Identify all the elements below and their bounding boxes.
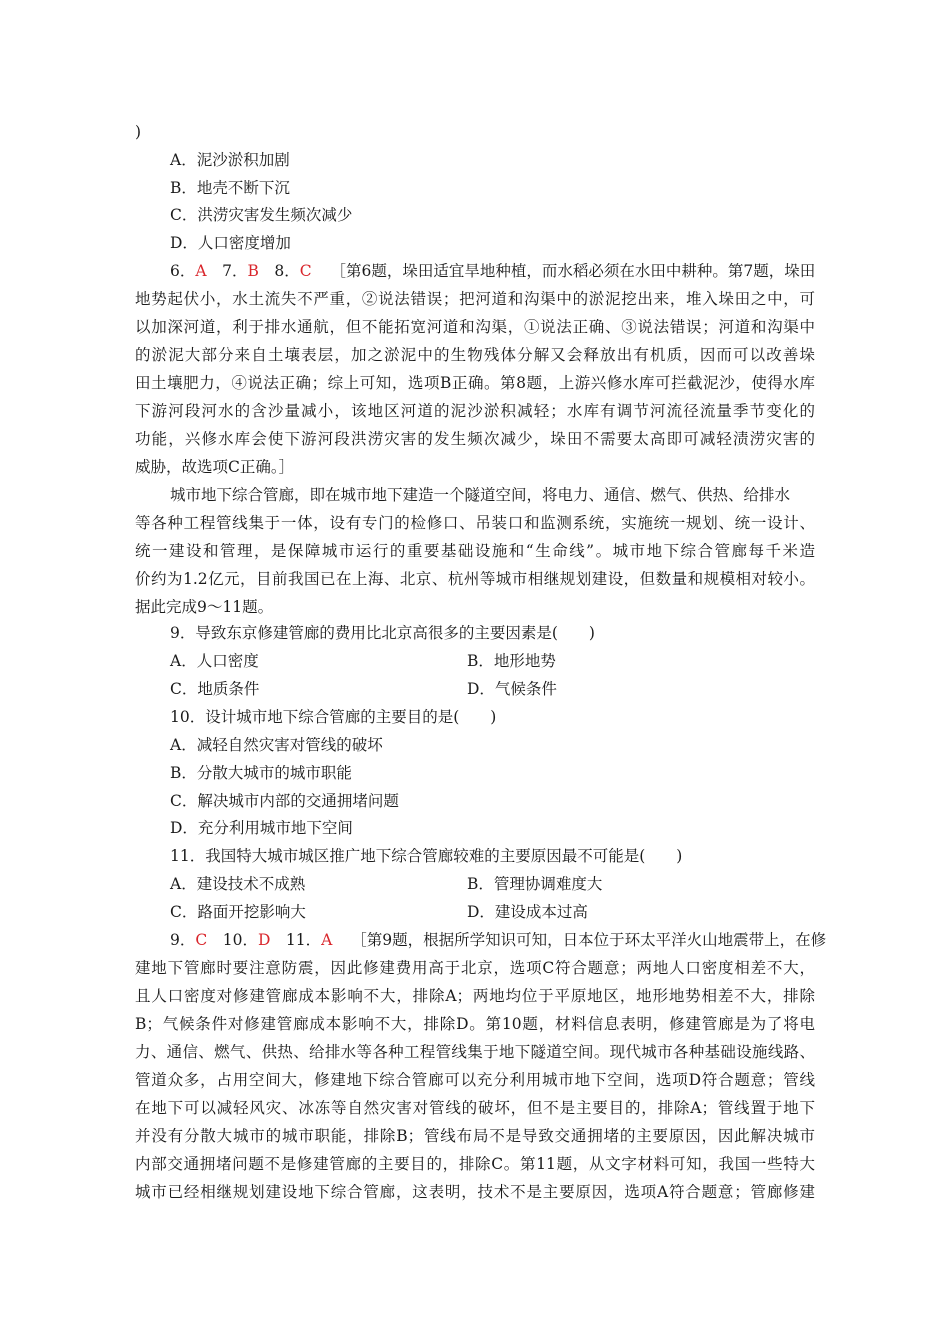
answer-7-key: B: [247, 262, 259, 280]
explanation-6-8-line: 威胁，故选项C正确。］: [135, 458, 295, 476]
answer-9-11-line: [170, 930, 826, 950]
explanation-9-11-line: 建地下管廊时要注意防震，因此修建费用高于北京，选项C符合题意；两地人口密度相差不大，: [135, 959, 815, 977]
q10-option-d: D．充分利用城市地下空间: [170, 819, 353, 837]
q5-option-a: A．泥沙淤积加剧: [170, 151, 290, 169]
q9-option-d: D．气候条件: [467, 680, 557, 698]
question-9-stem: 9．导致东京修建管廊的费用比北京高很多的主要因素是( ): [170, 624, 595, 642]
question-10-stem: 10．设计城市地下综合管廊的主要目的是( ): [170, 708, 497, 726]
answer-11-key: A: [321, 931, 333, 949]
explanation-9-11-line: 且人口密度对修建管廊成本影响不大，排除A；两地均位于平原地区，地形地势相差不大，排除: [135, 987, 815, 1005]
explanation-9-11-line: 城市已经相继规划建设地下综合管廊，这表明，技术不是主要原因，选项A符合题意；管廊修建: [135, 1183, 815, 1201]
answer-10-key: D: [257, 931, 271, 949]
q11-option-c: C．路面开挖影响大: [170, 903, 306, 921]
question-5-close-paren: ): [135, 123, 142, 141]
q10-option-b: B．分散大城市的城市职能: [170, 764, 352, 782]
explanation-6-8-line: 功能，兴修水库会使下游河段洪涝灾害的发生频次减少，垛田不需要太高即可减轻渍涝灾害的: [135, 430, 815, 448]
answer-9-number: 9．: [170, 931, 196, 949]
explanation-9-11-line: B；气候条件对修建管廊成本影响不大，排除D。第10题，材料信息表明，修建管廊是为了将电: [135, 1015, 815, 1033]
explanation-9-11-line: 力、通信、燃气、供热、给排水等各种工程管线集于地下隧道空间。现代城市各种基础设施线路、: [135, 1043, 815, 1061]
passage-line: 等各种工程管线集于一体，设有专门的检修口、吊装口和监测系统，实施统一规划、统一设计、: [135, 514, 815, 532]
answer-11-number: 11．: [270, 931, 322, 949]
q10-option-c: C．解决城市内部的交通拥堵问题: [170, 792, 399, 810]
passage-line: 价约为1.2亿元，目前我国已在上海、北京、杭州等城市相继规划建设，但数量和规模相对较小。: [135, 570, 815, 588]
passage-line: 据此完成9～11题。: [135, 598, 274, 616]
explanation-6-8-line: 下游河段河水的含沙量减小，该地区河道的泥沙淤积减轻；水库有调节河流径流量季节变化的: [135, 402, 815, 420]
q11-option-b: B．管理协调难度大: [467, 875, 603, 893]
passage-line: 城市地下综合管廊，即在城市地下建造一个隧道空间，将电力、通信、燃气、供热、给排水: [170, 486, 791, 504]
question-11-stem: 11．我国特大城市城区推广地下综合管廊较难的主要原因最不可能是( ): [170, 847, 683, 865]
answer-7-number: 7．: [206, 262, 248, 280]
answer-6-8-line: [170, 261, 815, 281]
q5-option-c: C．洪涝灾害发生频次减少: [170, 206, 353, 224]
answer-10-number: 10．: [207, 931, 258, 949]
q9-option-a: A．人口密度: [170, 652, 259, 670]
answer-8-number: 8．: [258, 262, 300, 280]
explanation-6-8-line: 的淤泥大部分来自土壤表层，加之淤泥中的生物残体分解又会释放出有机质，因而可以改善垛: [135, 346, 815, 364]
passage-line: 统一建设和管理，是保障城市运行的重要基础设施和“生命线”。城市地下综合管廊每千米造: [135, 542, 815, 560]
q10-option-a: A．减轻自然灾害对管线的破坏: [170, 736, 383, 754]
answer-8-key: C: [299, 262, 312, 280]
q5-option-b: B．地壳不断下沉: [170, 179, 290, 197]
explanation-9-11-line: 管道众多，占用空间大，修建地下综合管廊可以充分利用城市地下空间，选项D符合题意；管线: [135, 1071, 815, 1089]
explanation-6-8-line: 地势起伏小，水土流失不严重，②说法错误；把河道和沟渠中的淤泥挖出来，堆入垛田之中，可: [135, 290, 815, 308]
explanation-9-11-line: ［第9题，根据所学知识可知，日本位于环太平洋火山地震带上，在修: [351, 931, 827, 949]
answer-6-key: A: [195, 262, 207, 280]
explanation-6-8-line: 以加深河道，利于排水通航，但不能拓宽河道和沟渠，①说法正确、③说法错误；河道和沟渠中: [135, 318, 815, 336]
explanation-9-11-line: 内部交通拥堵问题不是修建管廊的主要目的，排除C。第11题，从文字材料可知，我国一些特大: [135, 1155, 815, 1173]
q11-option-d: D．建设成本过高: [467, 903, 588, 921]
q5-option-d: D．人口密度增加: [170, 234, 291, 252]
explanation-9-11-line: 并没有分散大城市的城市职能，排除B；管线布局不是导致交通拥堵的主要原因，因此解决城市: [135, 1127, 815, 1145]
q9-option-b: B．地形地势: [467, 652, 556, 670]
explanation-6-8-line: ［第6题，垛田适宜旱地种植，而水稻必须在水田中耕种。第7题，垛田: [330, 262, 816, 280]
q9-option-c: C．地质条件: [170, 680, 260, 698]
explanation-6-8-line: 田土壤肥力，④说法正确；综上可知，选项B正确。第8题，上游兴修水库可拦截泥沙，使得水库: [135, 374, 815, 392]
q11-option-a: A．建设技术不成熟: [170, 875, 306, 893]
answer-9-key: C: [195, 931, 208, 949]
answer-6-number: 6．: [170, 262, 196, 280]
explanation-9-11-line: 在地下可以减轻风灾、冰冻等自然灾害对管线的破坏，但不是主要目的，排除A；管线置于地下: [135, 1099, 815, 1117]
